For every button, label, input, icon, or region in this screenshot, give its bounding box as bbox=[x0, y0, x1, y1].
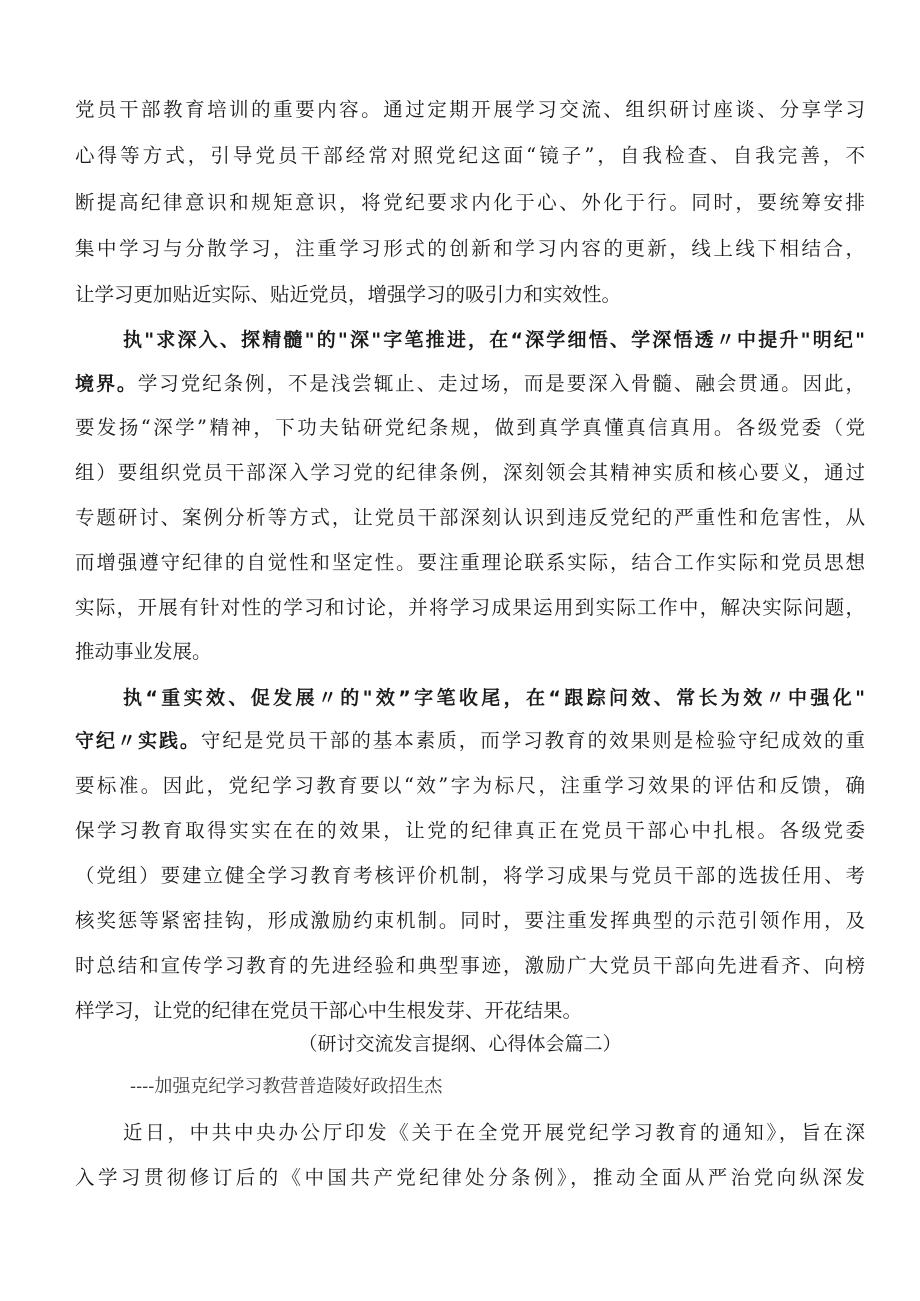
paragraph-2-line-2: 要发扬“深学”精神，下功夫钻研党纪条规，做到真学真懂真信真用。各级党委（党 bbox=[75, 416, 865, 439]
paragraph-3-line-1 bbox=[75, 727, 865, 757]
paragraph-3-line-5: 核奖惩等紧密挂钩，形成激励约束机制。同时，要注重发挥典型的示范引领作用，及 bbox=[75, 909, 865, 932]
paragraph-2-heading: 执"求深入、探精髓"的"深"字笔推进，在“深学细悟、学深悟透〃中提升"明纪" bbox=[123, 329, 865, 351]
paragraph-1-line-4: 集中学习与分散学习，注重学习形式的创新和学习内容的更新，线上线下相结合， bbox=[75, 237, 865, 260]
paragraph-2-heading-tail: 境界。 bbox=[75, 373, 138, 395]
paragraph-3-heading-tail: 守纪〃实践。 bbox=[75, 730, 201, 752]
paragraph-4-line-1: 近日，中共中央办公厅印发《关于在全党开展党纪学习教育的通知》，旨在深 bbox=[123, 1121, 865, 1144]
paragraph-2-line-5: 而增强遵守纪律的自觉性和坚定性。要注重理论联系实际，结合工作实际和党员思想 bbox=[75, 551, 865, 574]
section-subtitle: ----加强克纪学习教营普造陵好政招生杰 bbox=[130, 1076, 443, 1097]
paragraph-2-line-6: 实际，开展有针对性的学习和讨论，并将学习成果运用到实际工作中，解决实际问题， bbox=[75, 596, 865, 619]
paragraph-1-line-3: 断提高纪律意识和规矩意识，将党纪要求内化于心、外化于行。同时，要统筹安排 bbox=[75, 191, 865, 214]
paragraph-1-line-1: 党员干部教育培训的重要内容。通过定期开展学习交流、组织研讨座谈、分享学习 bbox=[75, 98, 865, 121]
paragraph-1-line-2: 心得等方式，引导党员干部经常对照党纪这面“镜子”，自我检查、自我完善，不 bbox=[75, 144, 865, 167]
paragraph-2-line-7: 推动事业发展。 bbox=[75, 640, 212, 663]
paragraph-1-line-5: 让学习更加贴近实际、贴近党员，增强学习的吸引力和实效性。 bbox=[75, 283, 622, 306]
paragraph-2-line-3: 组）要组织党员干部深入学习党的纪律条例，深刻领会其精神实质和核心要义，通过 bbox=[75, 461, 865, 484]
paragraph-2-line-4: 专题研讨、案例分析等方式，让党员干部深刻认识到违反党纪的严重性和危害性，从 bbox=[75, 506, 865, 529]
paragraph-3-heading-text: 执“重实效、促发展〃的"效”字笔收尾，在“跟踪问效、常长为效〃中强化" bbox=[123, 687, 865, 709]
section-title: （研讨交流发言提纲、心得体会篇二） bbox=[298, 1033, 622, 1055]
paragraph-2-line-1 bbox=[75, 370, 865, 400]
paragraph-3-line-3: 保学习教育取得实实在在的效果，让党的纪律真正在党员干部心中扎根。各级党委 bbox=[75, 819, 865, 842]
paragraph-3-line-7: 样学习，让党的纪律在党员干部心中生根发芽、开花结果。 bbox=[75, 999, 583, 1022]
paragraph-2-first-text: 学习党纪条例，不是浅尝辄止、走过场，而是要深入骨髓、融会贯通。因此， bbox=[137, 372, 865, 395]
paragraph-3-heading bbox=[123, 684, 865, 714]
paragraph-4-line-2: 入学习贯彻修订后的《中国共产党纪律处分条例》，推动全面从严治党向纵深发 bbox=[75, 1166, 865, 1189]
paragraph-3-first-text: 守纪是党员干部的基本素质，而学习教育的效果则是检验守纪成效的重 bbox=[200, 729, 865, 752]
paragraph-3-line-2: 要标准。因此，党纪学习教育要以“效”字为标尺，注重学习效果的评估和反馈，确 bbox=[75, 774, 865, 797]
paragraph-3-line-4: （党组）要建立健全学习教育考核评价机制，将学习成果与党员干部的选拔任用、考 bbox=[75, 864, 865, 887]
paragraph-3-line-6: 时总结和宣传学习教育的先进经验和典型事迹，激励广大党员干部向先进看齐、向榜 bbox=[75, 954, 865, 977]
